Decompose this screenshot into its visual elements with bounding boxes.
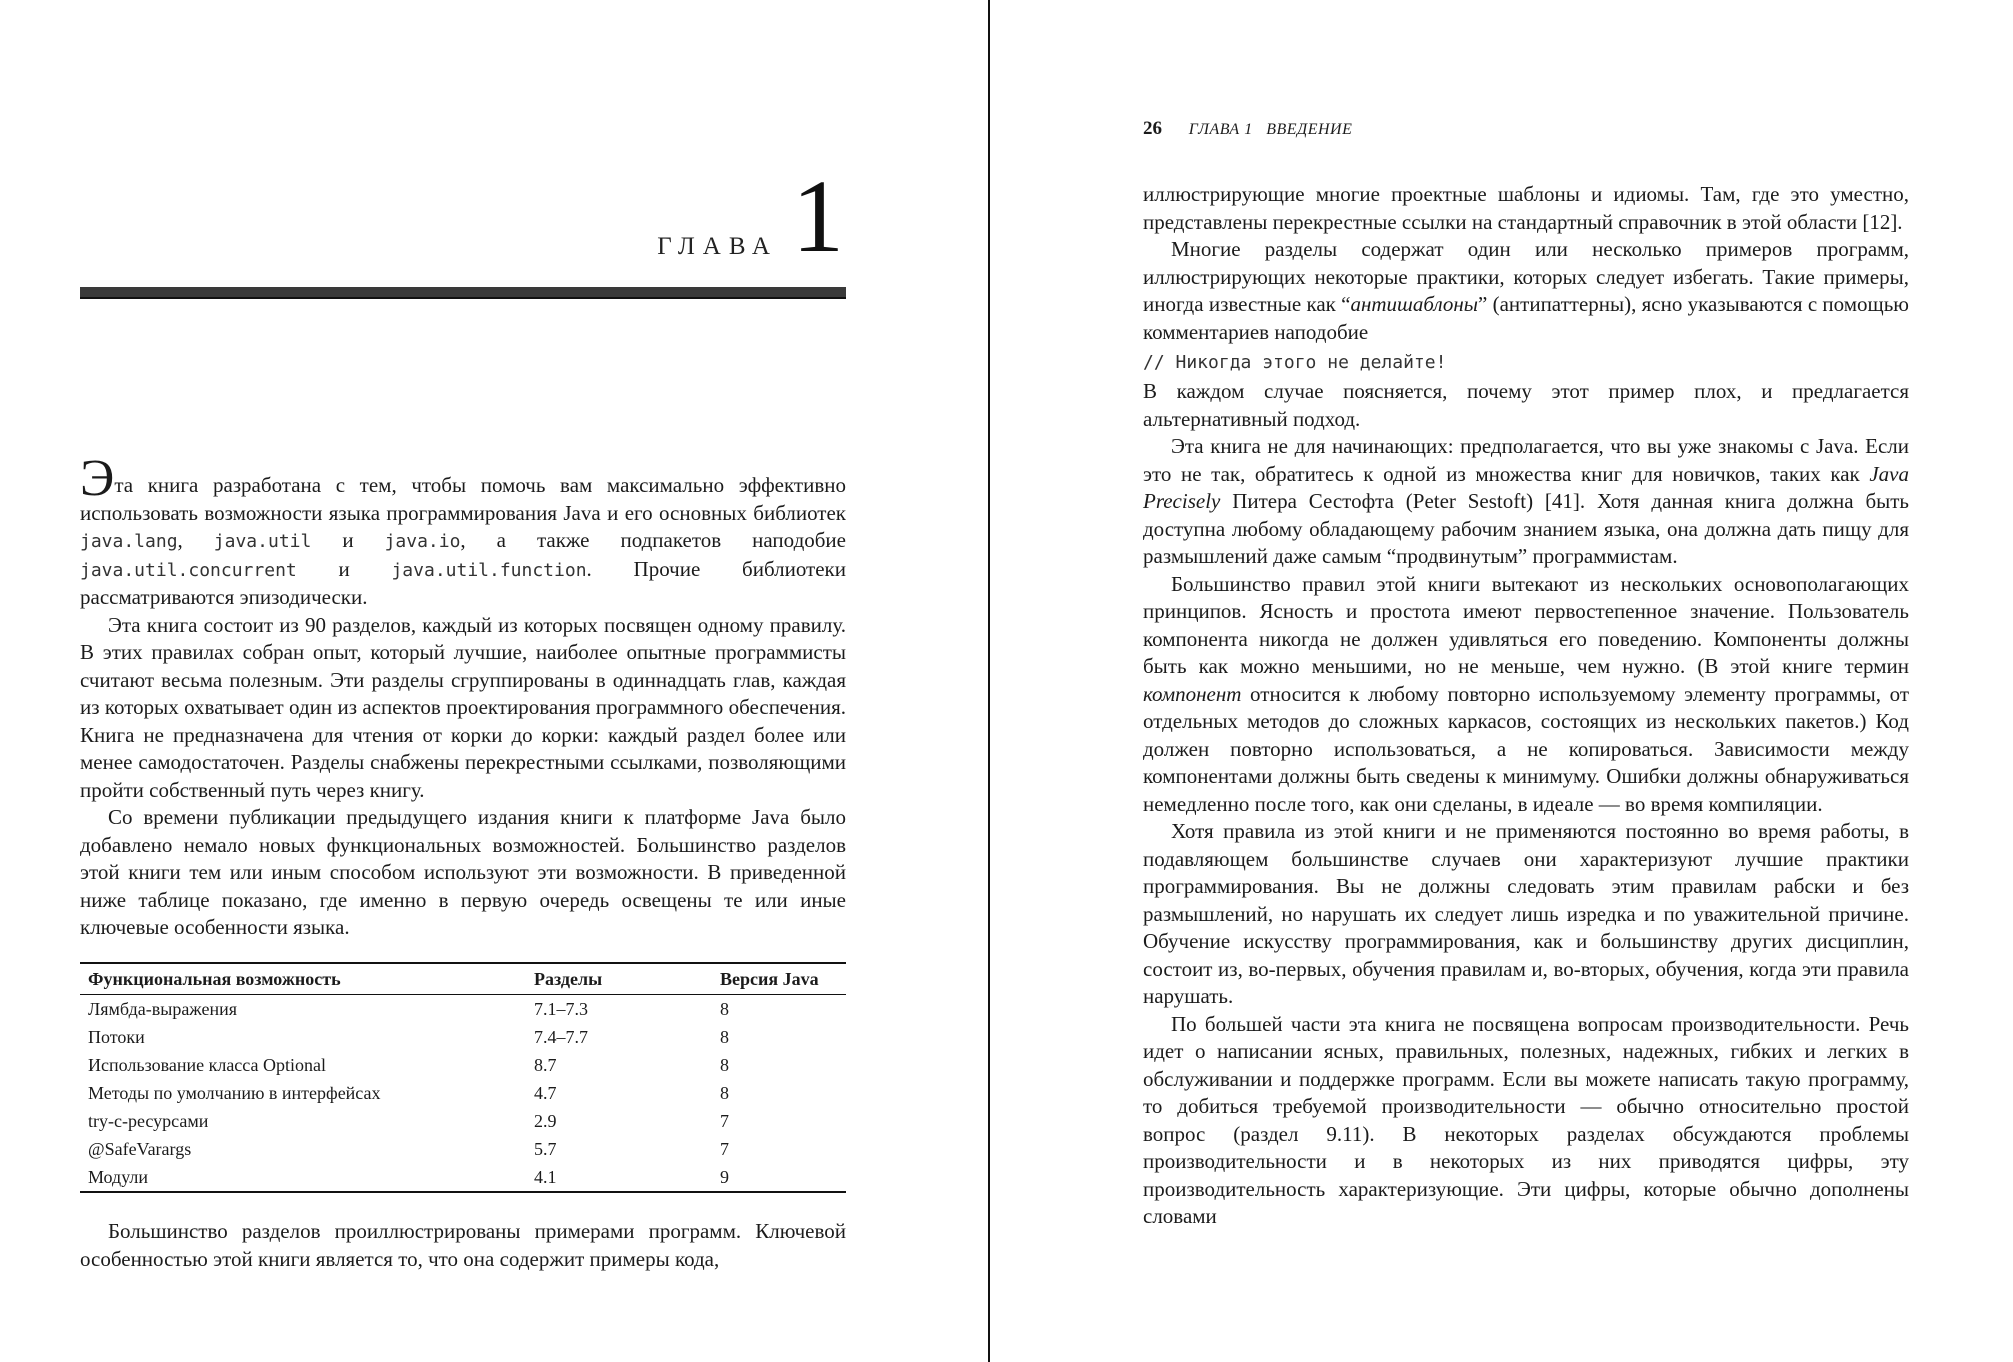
features-table xyxy=(80,962,846,1193)
code-example xyxy=(1143,346,1909,378)
paragraph xyxy=(1143,571,1909,819)
paragraph: По большей части эта книга не посвящена вопросам производительности. Речь идет о написании ясных, правильных, полезных, надежных, гибких и легких в обслуживании и поддержке программ. Если вы можете написать такую программу, то добиться требуемой производительности — обычно относительно простой вопрос (раздел 9.11). В некоторых разделах обсуждаются проблемы производительности и в некоторых из них приводятся цифры, эту производительность характеризующие. Эти цифры, которые обычно дополнены словами xyxy=(1143,1011,1909,1228)
table-header-row xyxy=(80,963,846,995)
chapter-number: 1 xyxy=(792,159,844,274)
table-row xyxy=(80,1023,846,1051)
code-java-util: java.util xyxy=(213,531,312,552)
text-segment: и xyxy=(296,556,392,581)
table-cell: 5.7 xyxy=(534,1139,557,1159)
table-cell: 8 xyxy=(720,999,729,1019)
table-cell: Использование класса Optional xyxy=(88,1055,326,1075)
code-java-util-concurrent: java.util.concurrent xyxy=(80,559,297,581)
code-java-util-function: java.util.function xyxy=(391,559,587,581)
table-header: Разделы xyxy=(526,963,712,995)
right-body-text xyxy=(1143,181,1909,1231)
paragraph: Большинство разделов проиллюстрированы примерами программ. Ключевой особенностью этой книги является то, что она содержит примеры кода, xyxy=(80,1219,846,1271)
chapter-label: ГЛАВА xyxy=(657,233,778,260)
text-segment: Питера Сестофта (Peter Sestoft) [41]. Хотя данная книга должна быть доступна любому обладающему рабочим знанием языка, она должна дать пищу для размышлений даже самым “продвинутым” программистам. xyxy=(1143,489,1909,568)
code-comment: // Никогда этого не делайте! xyxy=(1143,352,1447,373)
text-segment: , xyxy=(177,528,214,552)
table-cell: 8 xyxy=(720,1027,729,1047)
table-cell: 8.7 xyxy=(534,1055,557,1075)
table-cell: try-с-ресурсами xyxy=(88,1111,209,1131)
table-cell: @SafeVarargs xyxy=(88,1139,192,1159)
table-row xyxy=(80,1163,846,1192)
text-segment: относится к любому повторно используемому элементу программы, от отдельных методов до сложных каркасов, состоящих из нескольких пакетов.) Код должен повторно использоваться, а не копироваться. Зависимости между компонентами должны быть сведены к минимуму. Ошибки должны обнаруживаться немедленно после того, как они сделаны, в идеале — во время компиляции. xyxy=(1143,681,1909,816)
table-cell: Методы по умолчанию в интерфейсах xyxy=(88,1083,381,1103)
table-cell: Лямбда-выражения xyxy=(88,999,238,1019)
text-segment: та книга разработана с тем, чтобы помочь вам максимально эффективно использовать возможности языка программирования Java и его основных библиотек xyxy=(80,473,846,525)
chapter-rule xyxy=(80,287,846,299)
table-row xyxy=(80,1135,846,1163)
paragraph: Со времени публикации предыдущего издания книги к платформе Java было добавлено немало новых функциональных возможностей. Большинство разделов этой книги тем или иным способом используют эти возможности. В приведенной ниже таблице показано, где именно в первую очередь освещены те или иные ключевые особенности языка. xyxy=(80,805,846,939)
table-cell: 9 xyxy=(712,1163,846,1192)
table-row xyxy=(80,1107,846,1135)
table-cell: 7.4–7.7 xyxy=(534,1027,588,1047)
table-cell: Потоки xyxy=(88,1027,145,1047)
paragraph xyxy=(1143,236,1909,346)
table-row xyxy=(80,995,846,1024)
table-cell: 7 xyxy=(720,1111,729,1131)
table-header: Функциональная возможность xyxy=(80,963,526,995)
italic-term: компонент xyxy=(1143,681,1242,706)
code-java-io: java.io xyxy=(384,531,461,552)
table-cell: 7.1–7.3 xyxy=(534,999,588,1019)
text-segment: Большинство правил этой книги вытекают из нескольких основополагающих принципов. Ясность и простота имеют первостепенное значение. Пользователь компонента никогда не должен удивляться его поведению. Компоненты должны быть как можно меньшими, но не меньше, чем нужно. (В этой книге термин xyxy=(1143,571,1909,678)
paragraph: Эта книга состоит из 90 разделов, каждый из которых посвящен одному правилу. В этих правилах собран опыт, который лучшие, наиболее опытные программисты считают весьма полезным. Эти разделы сгруппированы в одиннадцать глав, каждая из которых охватывает один из аспектов проектирования программного обеспечения. Книга не предназначена для чтения от корки до корки: каждый раздел более или менее самодостаточен. Разделы снабжены перекрестными ссылками, позволяющими пройти собственный путь через книгу. xyxy=(80,612,846,802)
table-cell: Модули xyxy=(80,1163,526,1192)
book-title: Java Precisely xyxy=(1143,461,1909,513)
text-segment: . Прочие библиотеки рассматриваются эпизодически. xyxy=(80,556,846,609)
left-body-text-continued xyxy=(80,1218,846,1273)
text-segment: Эта книга не для начинающих: предполагается, что вы уже знакомы с Java. Если это не так, обратитесь к одной из множества книг для новичков, таких как xyxy=(1143,434,1909,486)
paragraph: В каждом случае поясняется, почему этот пример плох, и предлагается альтернативный подход. xyxy=(1143,379,1909,431)
table-cell: 4.1 xyxy=(526,1163,712,1192)
drop-cap: Э xyxy=(80,450,115,507)
table-cell: 2.9 xyxy=(534,1111,557,1131)
text-segment: , а также подпакетов наподобие xyxy=(460,528,846,552)
running-title: ГЛАВА 1 ВВЕДЕНИЕ xyxy=(1188,121,1353,138)
table-cell: 7 xyxy=(720,1139,729,1159)
text-segment: Многие разделы содержат один или несколько примеров программ, иллюстрирующих некоторые практики, которых следует избегать. Такие примеры, иногда известные как “ xyxy=(1143,237,1909,316)
intro-paragraph xyxy=(80,450,846,612)
chapter-heading xyxy=(80,159,844,274)
text-segment: ” (антипаттерны), ясно указываются с помощью комментариев наподобие xyxy=(1143,292,1909,344)
paragraph: иллюстрирующие многие проектные шаблоны и идиомы. Там, где это уместно, представлены перекрестные ссылки на стандартный справочник в этой области [12]. xyxy=(1143,182,1909,234)
page-number: 26 xyxy=(1143,118,1162,139)
table-cell: 8 xyxy=(720,1055,729,1075)
paragraph: Хотя правила из этой книги и не применяются постоянно во время работы, в подавляющем большинстве случаев они характеризуют лучшие практики программирования. Вы не должны следовать этим правилам рабски и без размышлений, но нарушать их следует лишь изредка и по уважительной причине. Обучение искусству программирования, как и большинству других дисциплин, состоит из, во-первых, обучения правилам и, во-вторых, обучения, когда эти правила нарушать. xyxy=(1143,819,1909,1008)
table-header: Версия Java xyxy=(712,963,846,995)
italic-term: антишаблоны xyxy=(1350,292,1478,316)
paragraph xyxy=(1143,433,1909,571)
running-head xyxy=(1143,118,1352,140)
table-row xyxy=(80,1079,846,1107)
table-cell: 4.7 xyxy=(534,1083,557,1103)
text-segment: и xyxy=(311,528,385,552)
table-cell: 8 xyxy=(720,1083,729,1103)
left-body-text xyxy=(80,450,846,942)
code-java-lang: java.lang xyxy=(80,531,178,552)
table-row xyxy=(80,1051,846,1079)
